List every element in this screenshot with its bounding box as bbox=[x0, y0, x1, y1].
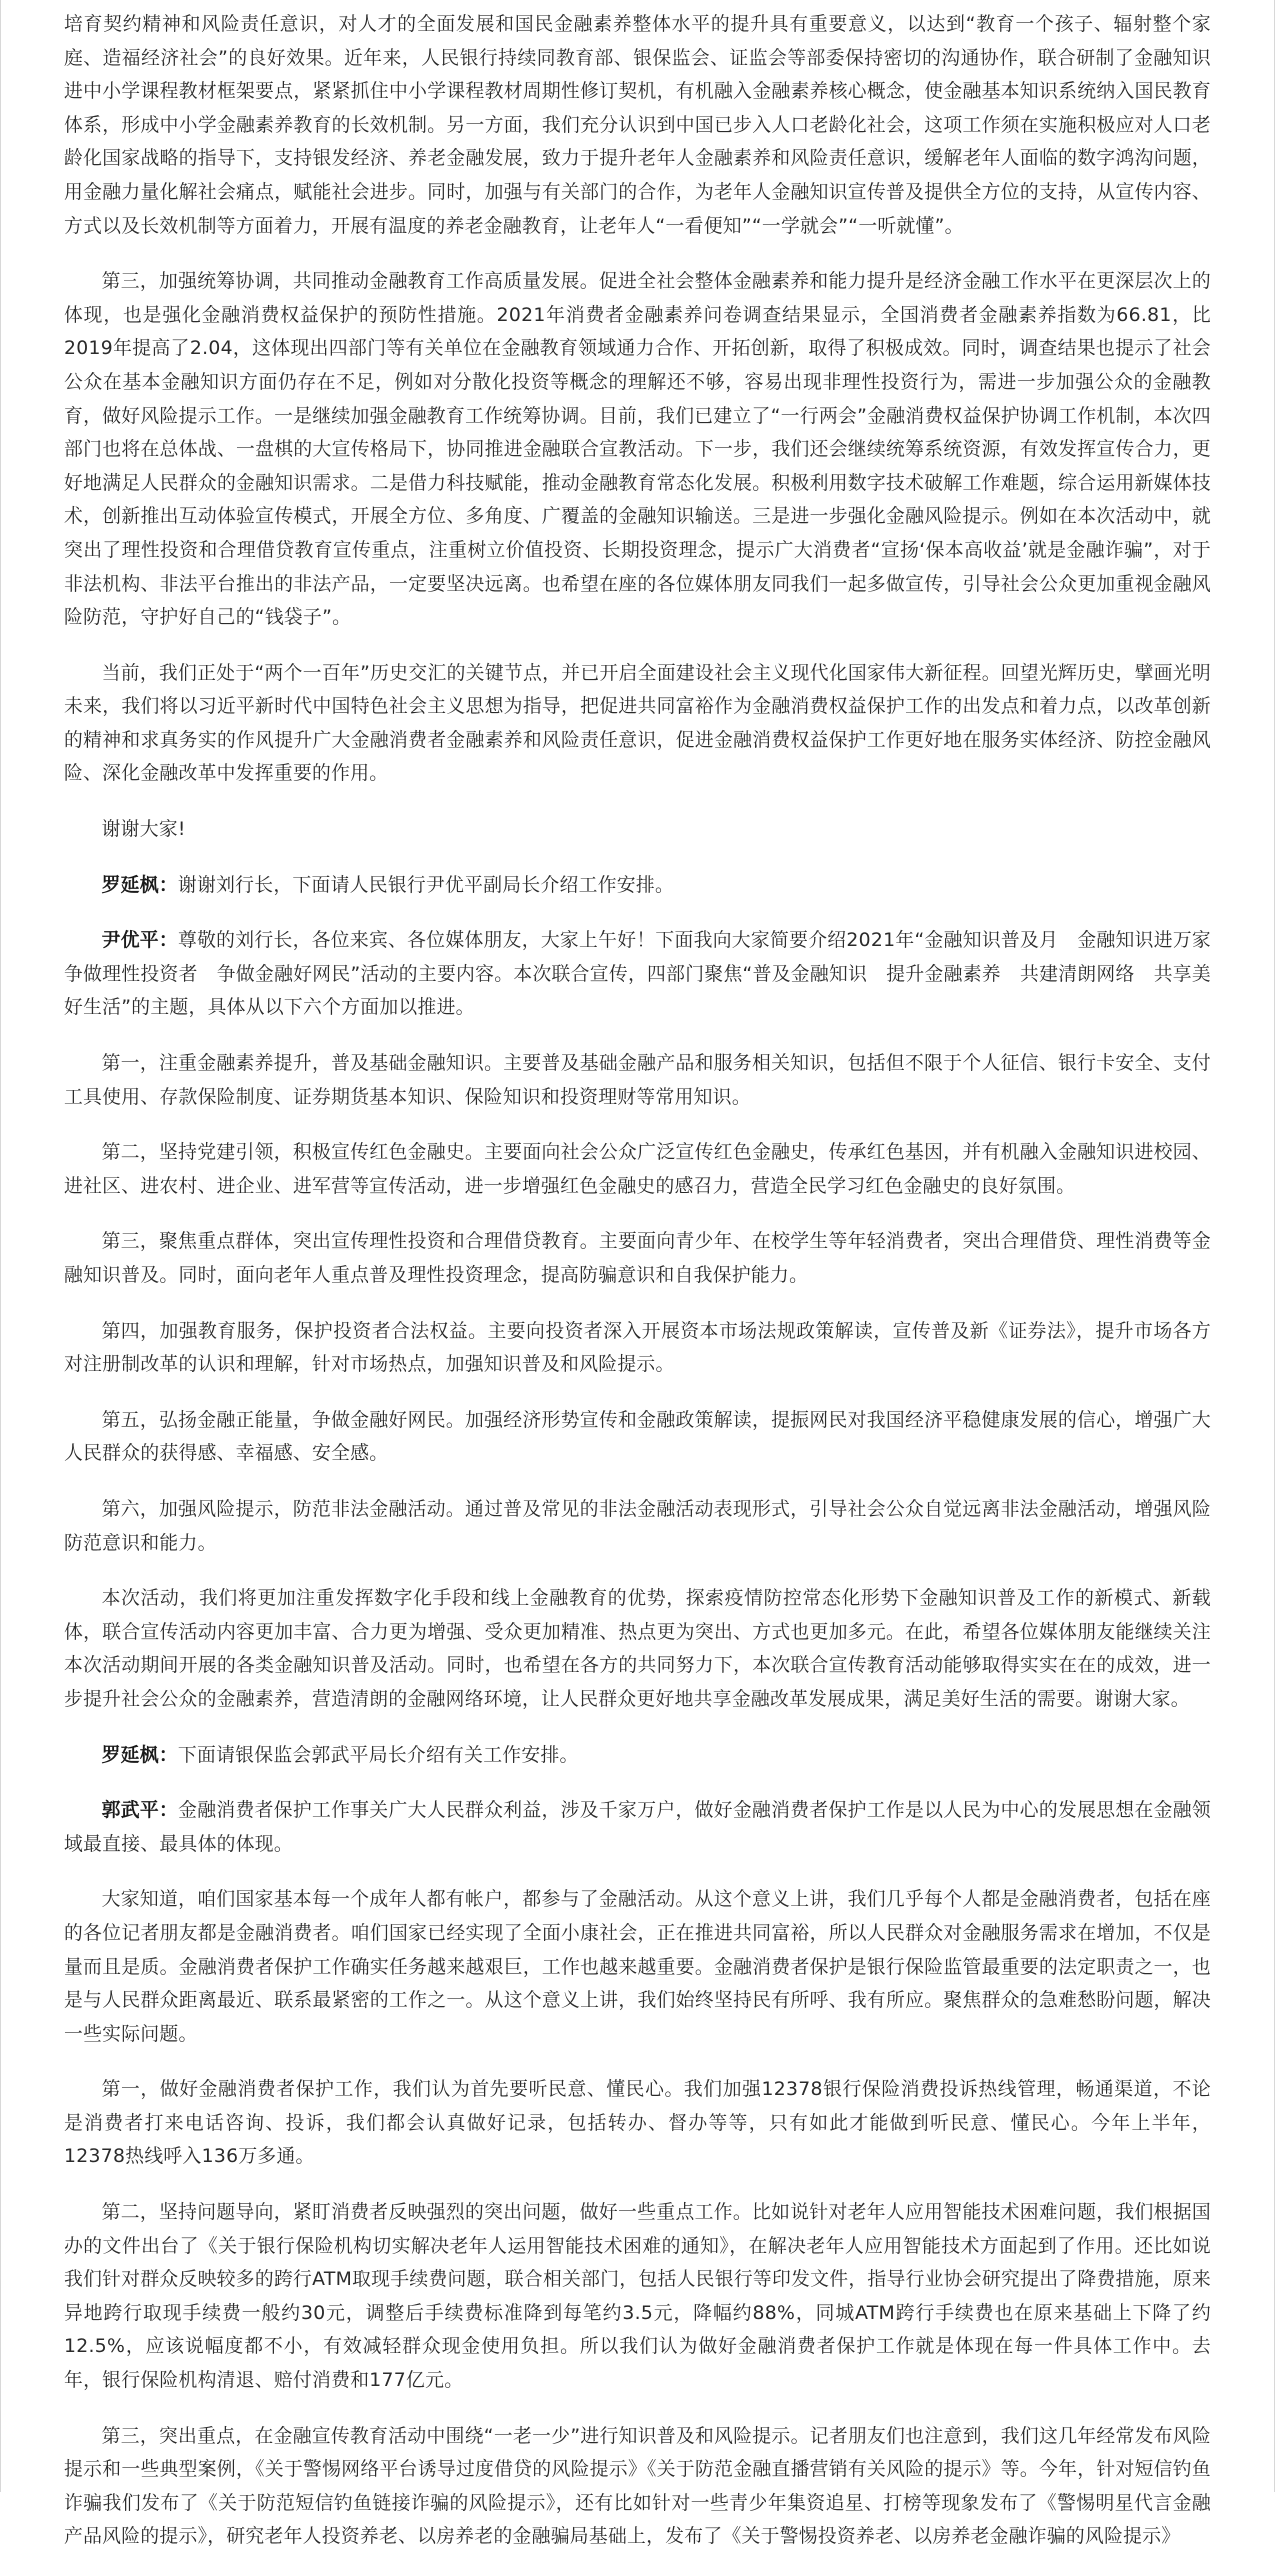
article-paragraph bbox=[64, 657, 1211, 791]
paragraph-text: 本次活动，我们将更加注重发挥数字化手段和线上金融教育的优势，探索疫情防控常态化形势下金融知识普及工作的新模式、新载体，联合宣传活动内容更加丰富、合力更为增强、受众更加精准、热点更为突出、方式也更加多元。在此，希望各位媒体朋友能继续关注本次活动期间开展的各类金融知识普及活动。同时，也希望在各方的共同努力下，本次联合宣传教育活动能够取得实实在在的成效，进一步提升社会公众的金融素养，营造清朗的金融网络环境，让人民群众更好地共享金融改革发展成果，满足美好生活的需要。谢谢大家。 bbox=[64, 1588, 1211, 1710]
paragraph-text: 下面请银保监会郭武平局长介绍有关工作安排。 bbox=[177, 1744, 579, 1766]
article-paragraph bbox=[64, 2073, 1211, 2174]
article-paragraph bbox=[64, 1047, 1211, 1114]
article-paragraph bbox=[64, 1582, 1211, 1716]
paragraph-text: 第三，聚焦重点群体，突出宣传理性投资和合理借贷教育。主要面向青少年、在校学生等年轻消费者，突出合理借贷、理性消费等金融知识普及。同时，面向老年人重点普及理性投资理念，提高防骗意识和自我保护能力。 bbox=[64, 1231, 1211, 1286]
article-paragraph bbox=[64, 2420, 1211, 2554]
paragraph-text: 第三，加强统筹协调，共同推动金融教育工作高质量发展。促进全社会整体金融素养和能力提升是经济金融工作水平在更深层次上的体现，也是强化金融消费权益保护的预防性措施。2021年消费者金融素养问卷调查结果显示，全国消费者金融素养指数为66.81，比2019年提高了2.04，这体现出四部门等有关单位在金融教育领域通力合作、开拓创新，取得了积极成效。同时，调查结果也提示了社会公众在基本金融知识方面仍存在不足，例如对分散化投资等概念的理解还不够，容易出现非理性投资行为，需进一步加强公众的金融教育，做好风险提示工作。一是继续加强金融教育工作统筹协调。目前，我们已建立了“一行两会”金融消费权益保护协调工作机制，本次四部门也将在总体战、一盘棋的大宣传格局下，协同推进金融联合宣教活动。下一步，我们还会继续统筹系统资源，有效发挥宣传合力，更好地满足人民群众的金融知识需求。二是借力科技赋能，推动金融教育常态化发展。积极利用数字技术破解工作难题，综合运用新媒体技术，创新推出互动体验宣传模式，开展全方位、多角度、广覆盖的金融知识输送。三是进一步强化金融风险提示。例如在本次活动中，就突出了理性投资和合理借贷教育宣传重点，注重树立价值投资、长期投资理念，提示广大消费者“宣扬‘保本高收益’就是金融诈骗”，对于非法机构、非法平台推出的非法产品，一定要坚决远离。也希望在座的各位媒体朋友同我们一起多做宣传，引导社会公众更加重视金融风险防范，守护好自己的“钱袋子”。 bbox=[64, 271, 1211, 629]
paragraph-text: 培育契约精神和风险责任意识，对人才的全面发展和国民金融素养整体水平的提升具有重要意义，以达到“教育一个孩子、辐射整个家庭、造福经济社会”的良好效果。近年来，人民银行持续同教育部、银保监会、证监会等部委保持密切的沟通协作，联合研制了金融知识进中小学课程教材框架要点，紧紧抓住中小学课程教材周期性修订契机，有机融入金融素养核心概念，使金融基本知识系统纳入国民教育体系，形成中小学金融素养教育的长效机制。另一方面，我们充分认识到中国已步入人口老龄化社会，这项工作须在实施积极应对人口老龄化国家战略的指导下，支持银发经济、养老金融发展，致力于提升老年人金融素养和风险责任意识，缓解老年人面临的数字鸿沟问题，用金融力量化解社会痛点，赋能社会进步。同时，加强与有关部门的合作，为老年人金融知识宣传普及提供全方位的支持，从宣传内容、方式以及长效机制等方面着力，开展有温度的养老金融教育，让老年人“一看便知”“一学就会”“一听就懂”。 bbox=[64, 14, 1211, 237]
paragraph-text: 第二，坚持问题导向，紧盯消费者反映强烈的突出问题，做好一些重点工作。比如说针对老年人应用智能技术困难问题，我们根据国办的文件出台了《关于银行保险机构切实解决老年人运用智能技术困难的通知》，在解决老年人应用智能技术方面起到了作用。还比如说我们针对群众反映较多的跨行ATM取现手续费问题，联合相关部门，包括人民银行等印发文件，指导行业协会研究提出了降费措施，原来异地跨行取现手续费一般约30元，调整后手续费标准降到每笔约3.5元，降幅约88%，同城ATM跨行手续费也在原来基础上下降了约12.5%，应该说幅度都不小，有效减轻群众现金使用负担。所以我们认为做好金融消费者保护工作就是体现在每一件具体工作中。去年，银行保险机构清退、赔付消费和177亿元。 bbox=[64, 2202, 1211, 2392]
paragraph-text: 大家知道，咱们国家基本每一个成年人都有帐户，都参与了金融活动。从这个意义上讲，我们几乎每个人都是金融消费者，包括在座的各位记者朋友都是金融消费者。咱们国家已经实现了全面小康社会，正在推进共同富裕，所以人民群众对金融服务需求在增加，不仅是量而且是质。金融消费者保护工作确实任务越来越艰巨，工作也越来越重要。金融消费者保护是银行保险监管最重要的法定职责之一，也是与人民群众距离最近、联系最紧密的工作之一。从这个意义上讲，我们始终坚持民有所呼、我有所应。聚焦群众的急难愁盼问题，解决一些实际问题。 bbox=[64, 1889, 1211, 2045]
paragraph-text: 第一，做好金融消费者保护工作，我们认为首先要听民意、懂民心。我们加强12378银行保险消费投诉热线管理，畅通渠道，不论是消费者打来电话咨询、投诉，我们都会认真做好记录，包括转办、督办等等，只有如此才能做到听民意、懂民心。今年上半年，12378热线呼入136万多通。 bbox=[64, 2079, 1211, 2168]
paragraph-text: 谢谢刘行长，下面请人民银行尹优平副局长介绍工作安排。 bbox=[177, 874, 675, 896]
paragraph-text: 第一，注重金融素养提升，普及基础金融知识。主要普及基础金融产品和服务相关知识，包括但不限于个人征信、银行卡安全、支付工具使用、存款保险制度、证券期货基本知识、保险知识和投资理财等常用知识。 bbox=[64, 1053, 1211, 1108]
article-paragraph bbox=[64, 813, 1211, 847]
paragraph-text: 第六，加强风险提示，防范非法金融活动。通过普及常见的非法金融活动表现形式，引导社会公众自觉远离非法金融活动，增强风险防范意识和能力。 bbox=[64, 1498, 1211, 1554]
article-paragraph bbox=[64, 265, 1211, 635]
paragraph-text: 金融消费者保护工作事关广大人民群众利益，涉及千家万户，做好金融消费者保护工作是以人民为中心的发展思想在金融领域最直接、最具体的体现。 bbox=[64, 1800, 1211, 1855]
article-paragraph bbox=[64, 1315, 1211, 1382]
article-paragraph bbox=[64, 1493, 1211, 1560]
article-paragraph bbox=[64, 869, 1211, 903]
article-paragraph bbox=[64, 1404, 1211, 1471]
speaker-name: 罗延枫： bbox=[101, 874, 178, 896]
paragraph-text: 第五，弘扬金融正能量，争做金融好网民。加强经济形势宣传和金融政策解读，提振网民对我国经济平稳健康发展的信心，增强广大人民群众的获得感、幸福感、安全感。 bbox=[64, 1409, 1211, 1465]
article-paragraph bbox=[64, 1136, 1211, 1203]
paragraph-text: 第二，坚持党建引领，积极宣传红色金融史。主要面向社会公众广泛宣传红色金融史，传承红色基因，并有机融入金融知识进校园、进社区、进农村、进企业、进军营等宣传活动，进一步增强红色金融史的感召力，营造全民学习红色金融史的良好氛围。 bbox=[64, 1142, 1211, 1197]
article-paragraph bbox=[64, 1739, 1211, 1773]
paragraph-text: 第四，加强教育服务，保护投资者合法权益。主要向投资者深入开展资本市场法规政策解读，宣传普及新《证券法》，提升市场各方对注册制改革的认识和理解，针对市场热点，加强知识普及和风险提示。 bbox=[64, 1320, 1211, 1376]
article-body bbox=[1, 0, 1274, 2554]
article-paragraph bbox=[64, 2196, 1211, 2398]
speaker-name: 尹优平： bbox=[101, 930, 178, 952]
paragraph-text: 尊敬的刘行长，各位来宾、各位媒体朋友，大家上午好！下面我向大家简要介绍2021年“金融知识普及月 金融知识进万家 争做理性投资者 争做金融好网民”活动的主要内容。本次联合宣传，四部门聚焦“普及金融知识 提升金融素养 共建清朗网络 共享美好生活”的主题，具体从以下六个方面加以推进。 bbox=[64, 930, 1231, 1019]
speaker-name: 罗延枫： bbox=[101, 1744, 178, 1766]
article-paragraph bbox=[64, 1883, 1211, 2051]
paragraph-text: 第三，突出重点，在金融宣传教育活动中围绕“一老一少”进行知识普及和风险提示。记者朋友们也注意到，我们这几年经常发布风险提示和一些典型案例，《关于警惕网络平台诱导过度借贷的风险提示》《关于防范金融直播营销有关风险的提示》等。今年，针对短信钓鱼诈骗我们发布了《关于防范短信钓鱼链接诈骗的风险提示》，还有比如针对一些青少年集资追星、打榜等现象发布了《警惕明星代言金融产品风险的提示》，研究老年人投资养老、以房养老的金融骗局基础上，发布了《关于警惕投资养老、以房养老金融诈骗的风险提示》 bbox=[64, 2425, 1211, 2548]
article-paragraph bbox=[64, 1225, 1211, 1292]
article-paragraph bbox=[64, 8, 1211, 243]
article-paragraph bbox=[64, 924, 1231, 1025]
article-paragraph bbox=[64, 1794, 1211, 1861]
speaker-name: 郭武平： bbox=[101, 1800, 179, 1822]
paragraph-text: 当前，我们正处于“两个一百年”历史交汇的关键节点，并已开启全面建设社会主义现代化国家伟大新征程。回望光辉历史，擘画光明未来，我们将以习近平新时代中国特色社会主义思想为指导，把促进共同富裕作为金融消费权益保护工作的出发点和着力点，以改革创新的精神和求真务实的作风提升广大金融消费者金融素养和风险责任意识，促进金融消费权益保护工作更好地在服务实体经济、防控金融风险、深化金融改革中发挥重要的作用。 bbox=[64, 662, 1211, 785]
paragraph-text: 谢谢大家! bbox=[101, 819, 186, 841]
